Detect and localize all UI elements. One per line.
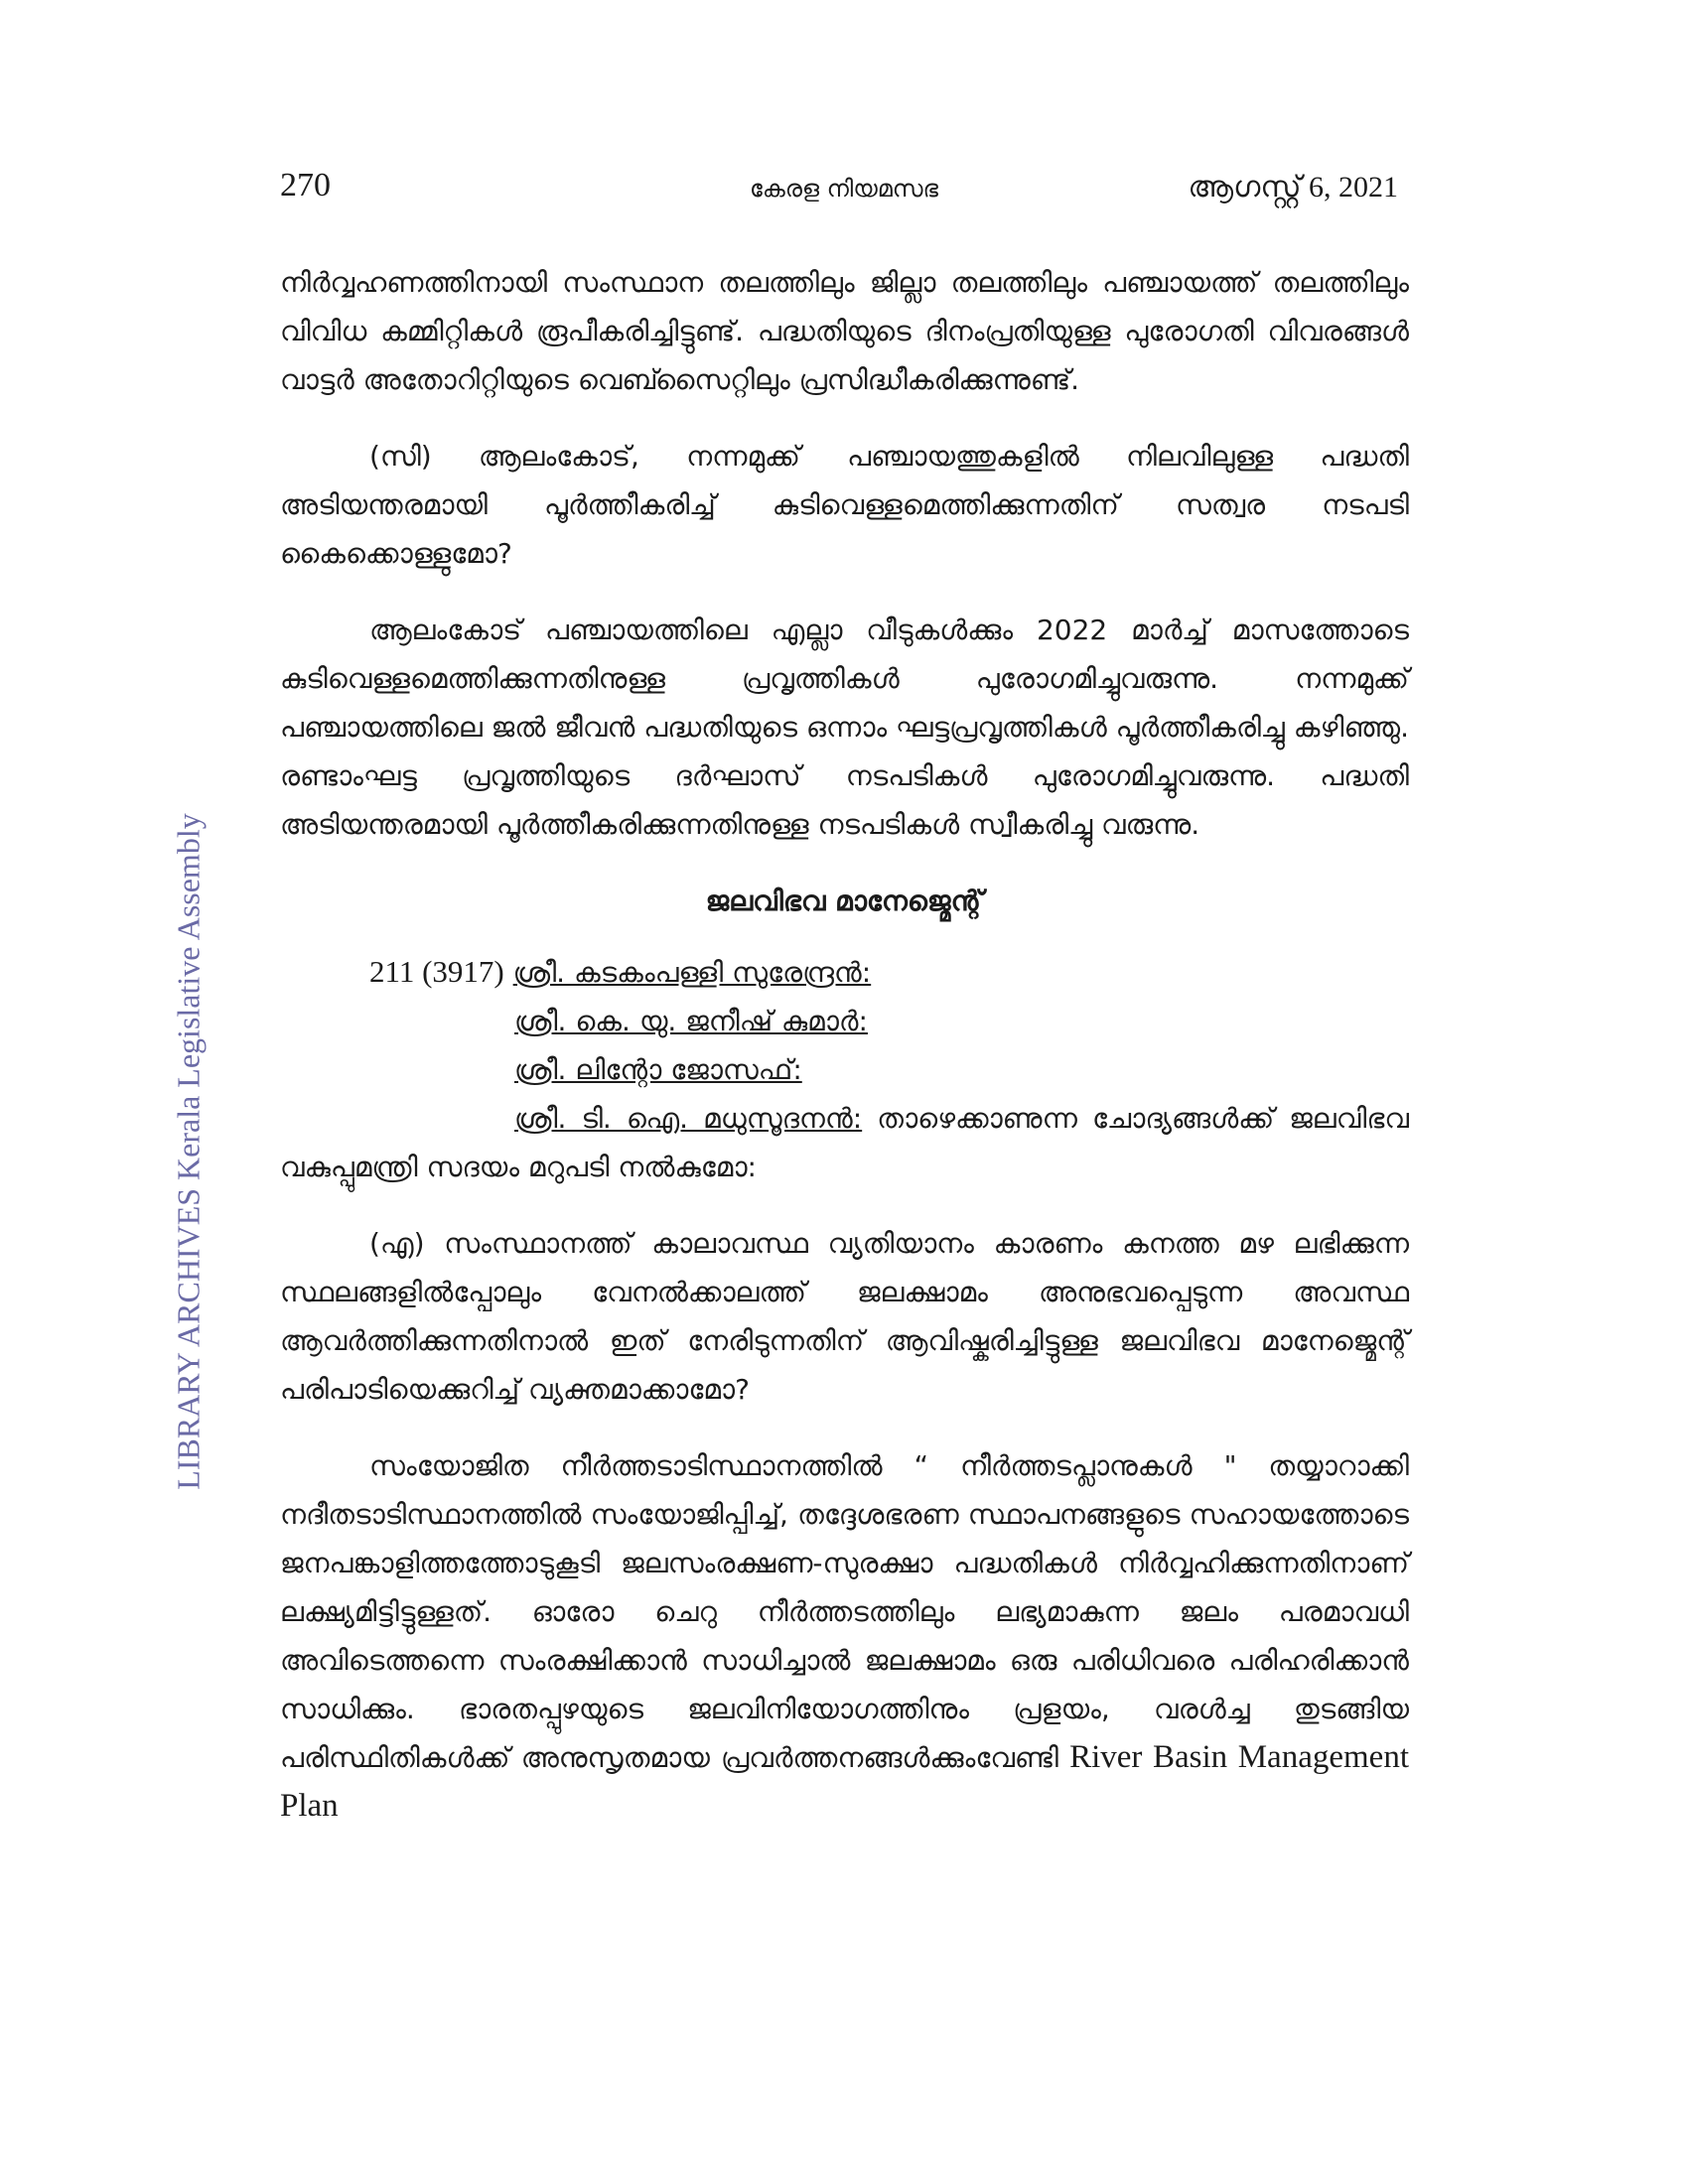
question-prompt: താഴെക്കാണുന്ന ചോദ്യങ്ങൾക്ക് ജലവിഭവ വകുപ്പുമന്ത്രി സദയം മറുപടി നൽകുമോ: [280,1102,1409,1183]
question-line-4 [280,1094,1409,1191]
question-line-1 [280,947,1409,997]
question-line-2 [280,997,1409,1045]
answer-c-paragraph: ആലംകോട് പഞ്ചായത്തിലെ എല്ലാ വീടുകൾക്കും 2022 മാർച്ച് മാസത്തോടെ കുടിവെള്ളമെത്തിക്കുന്നതിനുള്ള പ്രവൃത്തികൾ പുരോഗമിച്ചുവരുന്നു. നന്നമുക്ക് പഞ്ചായത്തിലെ ജൽ ജീവൻ പദ്ധതിയുടെ ഒന്നാം ഘട്ടപ്രവൃത്തികൾ പൂർത്തീകരിച്ചു കഴിഞ്ഞു. രണ്ടാംഘട്ട പ്രവൃത്തിയുടെ ദർഘാസ് നടപടികൾ പുരോഗമിച്ചുവരുന്നു. പദ്ധതി അടിയന്തരമായി പൂർത്തീകരിക്കുന്നതിനുള്ള നടപടികൾ സ്വീകരിച്ചു വരുന്നു. [280,614,1409,841]
answer-a-paragraph [280,1441,1409,1831]
question-block [280,947,1409,1191]
answer-continuation-paragraph: നിർവ്വഹണത്തിനായി സംസ്ഥാന തലത്തിലും ജില്ലാ തലത്തിലും പഞ്ചായത്ത് തലത്തിലും വിവിധ കമ്മിറ്റികൾ രൂപീകരിച്ചിട്ടുണ്ട്. പദ്ധതിയുടെ ദിനംപ്രതിയുള്ള പുരോഗതി വിവരങ്ങൾ വാട്ടർ അതോറിറ്റിയുടെ വെബ്സൈറ്റിലും പ്രസിദ്ധീകരിക്കുന്നുണ്ട്. [280,266,1409,396]
running-title: കേരള നിയമസഭ [749,175,939,203]
answer-a-text: സംയോജിത നീർത്തടാടിസ്ഥാനത്തിൽ “ നീർത്തടപ്ലാനുകൾ " തയ്യാറാക്കി നദീതടാടിസ്ഥാനത്തിൽ സംയോജിപ്പിച്ച്, തദ്ദേശഭരണ സ്ഥാപനങ്ങളുടെ സഹായത്തോടെ ജനപങ്കാളിത്തത്തോടുകൂടി ജലസംരക്ഷണ-സുരക്ഷാ പദ്ധതികൾ നിർവ്വഹിക്കുന്നതിനാണ് ലക്ഷ്യമിട്ടിട്ടുള്ളത്. ഓരോ ചെറു നീർത്തടത്തിലും ലഭ്യമാകുന്ന ജലം പരമാവധി അവിടെത്തന്നെ സംരക്ഷിക്കാൻ സാധിച്ചാൽ ജലക്ഷാമം ഒരു പരിധിവരെ പരിഹരിക്കാൻ സാധിക്കും. ഭാരതപ്പുഴയുടെ ജലവിനിയോഗത്തിനും പ്രളയം, വരൾച്ച തുടങ്ങിയ പരിസ്ഥിതികൾക്ക് അനുസൃതമായ പ്രവർത്തനങ്ങൾക്കുംവേണ്ടി [280,1449,1409,1774]
page-content [280,258,1409,1858]
archive-watermark: LIBRARY ARCHIVES Kerala Legislative Assembly [170,813,207,1490]
member-name: ശ്രീ. ടി. ഐ. മധുസൂദനൻ: [514,1102,863,1135]
page-number: 270 [280,167,331,204]
question-a-paragraph: (എ) സംസ്ഥാനത്ത് കാലാവസ്ഥ വ്യതിയാനം കാരണം കനത്ത മഴ ലഭിക്കുന്ന സ്ഥലങ്ങളിൽപ്പോലും വേനൽക്കാലത്ത് ജലക്ഷാമം അനുഭവപ്പെടുന്ന അവസ്ഥ ആവർത്തിക്കുന്നതിനാൽ ഇത് നേരിടുന്നതിന് ആവിഷ്കരിച്ചിട്ടുള്ള ജലവിഭവ മാനേജ്മെന്റ് പരിപാടിയെക്കുറിച്ച് വ്യക്തമാക്കാമോ? [280,1227,1409,1406]
question-number: 211 (3917) [369,954,504,989]
answer-a-english-term: River Basin Management Plan [280,1739,1409,1824]
member-name: ശ്രീ. കടകംപള്ളി സുരേന്ദ്രൻ: [512,956,872,989]
member-name: ശ്രീ. കെ. യു. ജനീഷ് കുമാർ: [514,1005,868,1037]
question-line-3 [280,1045,1409,1094]
section-heading: ജലവിഭവ മാനേജ്മെന്റ് [705,885,984,917]
question-c-paragraph: (സി) ആലംകോട്, നന്നമുക്ക് പഞ്ചായത്തുകളിൽ നിലവിലുള്ള പദ്ധതി അടിയന്തരമായി പൂർത്തീകരിച്ച് കുടിവെള്ളമെത്തിക്കുന്നതിന് സത്വര നടപടി കൈക്കൊള്ളുമോ? [280,440,1409,570]
member-name: ശ്രീ. ലിന്റോ ജോസഫ്: [514,1053,802,1086]
running-date: ആഗസ്റ്റ് 6, 2021 [1188,171,1398,204]
